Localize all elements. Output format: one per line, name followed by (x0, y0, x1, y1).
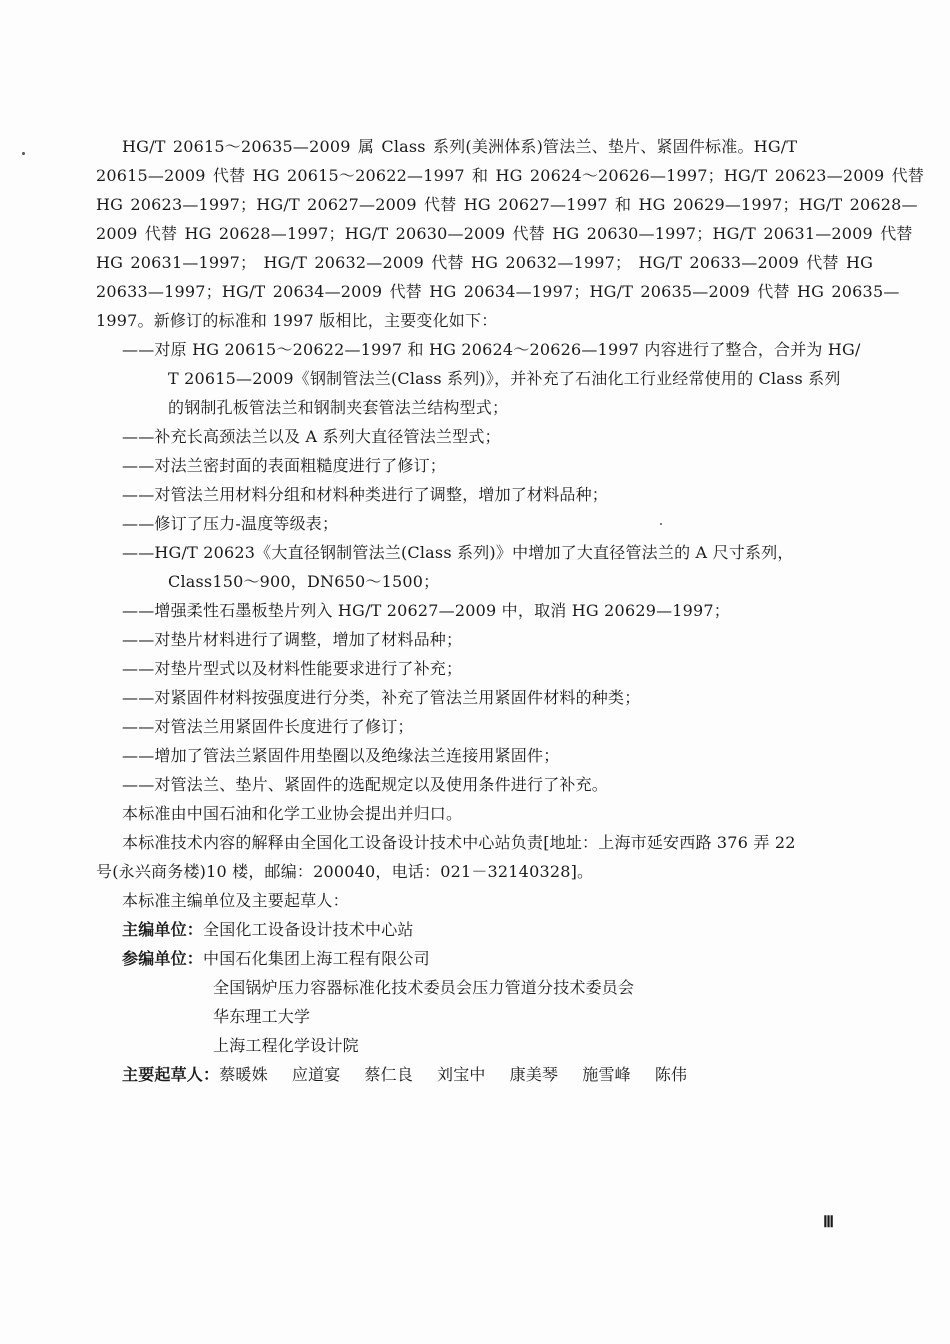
participating-unit-name: 华东理工大学 (213, 1007, 311, 1026)
change-item-line: ——修订了压力-温度等级表； (122, 514, 339, 533)
intro-line: HG/T 20615～20635—2009 属 Class 系列(美洲体系)管法兰、垫片、紧固件标准。HG/T (122, 137, 798, 156)
scan-speck (660, 523, 662, 525)
chief-unit-row (122, 920, 414, 940)
intro-line: 20633—1997；HG/T 20634—2009 代替 HG 20634—1997；HG/T 20635—2009 代替 HG 20635— (96, 282, 900, 301)
change-item-line: ——增强柔性石墨板垫片列入 HG/T 20627—2009 中，取消 HG 20629—1997； (122, 601, 730, 620)
chief-unit-name: 全国化工设备设计技术中心站 (203, 920, 414, 939)
intro-line: 1997。新修订的标准和 1997 版相比，主要变化如下： (96, 311, 498, 330)
drafter-name: 蔡仁良 (364, 1065, 414, 1084)
change-item-line: ——对管法兰、垫片、紧固件的选配规定以及使用条件进行了补充。 (122, 775, 609, 794)
drafter-name: 应道宴 (291, 1065, 341, 1084)
interpretation-line: 号(永兴商务楼)10 楼，邮编：200040，电话：021－32140328]。 (96, 862, 594, 881)
intro-line: HG 20623—1997；HG/T 20627—2009 代替 HG 20627—1997 和 HG 20629—1997；HG/T 20628— (96, 195, 918, 214)
drafter-name: 康美琴 (509, 1065, 559, 1084)
change-item-line: ——对紧固件材料按强度进行分类，补充了管法兰用紧固件材料的种类； (122, 688, 641, 707)
change-item-line: ——对原 HG 20615～20622—1997 和 HG 20624～20626—1997 内容进行了整合，合并为 HG/ (122, 340, 861, 359)
main-drafters-label: 主要起草人： (122, 1065, 220, 1084)
intro-line: HG 20631—1997； HG/T 20632—2009 代替 HG 20632—1997； HG/T 20633—2009 代替 HG (96, 253, 874, 272)
change-item-line: T 20615—2009《钢制管法兰(Class 系列)》，并补充了石油化工行业经常使用的 Class 系列 (168, 369, 841, 388)
participating-unit-label: 参编单位： (122, 949, 204, 968)
change-item-line: ——对管法兰用材料分组和材料种类进行了调整，增加了材料品种； (122, 485, 609, 504)
change-item-line: Class150～900，DN650～1500； (168, 572, 440, 591)
drafter-name: 施雪峰 (582, 1065, 631, 1084)
drafter-name: 陈伟 (654, 1065, 688, 1084)
change-item-line: ——对垫片材料进行了调整，增加了材料品种； (122, 630, 463, 649)
drafter-name: 刘宝中 (437, 1065, 486, 1084)
change-item-line: ——增加了管法兰紧固件用垫圈以及绝缘法兰连接用紧固件； (122, 746, 560, 765)
chief-unit-label: 主编单位： (122, 920, 204, 939)
intro-line: 2009 代替 HG 20628—1997；HG/T 20630—2009 代替 HG 20630—1997；HG/T 20631—2009 代替 (96, 224, 913, 243)
participating-unit-name: 上海工程化学设计院 (213, 1036, 359, 1055)
change-item-line: ——对管法兰用紧固件长度进行了修订； (122, 717, 414, 736)
change-item-line: ——对法兰密封面的表面粗糙度进行了修订； (122, 456, 447, 475)
participating-unit-name: 中国石化集团上海工程有限公司 (203, 949, 430, 968)
scan-speck (22, 152, 25, 155)
change-item-line: ——HG/T 20623《大直径钢制管法兰(Class 系列)》中增加了大直径管法兰的 A 尺寸系列， (122, 543, 794, 562)
participating-unit-name: 全国锅炉压力容器标准化技术委员会压力管道分技术委员会 (213, 978, 635, 997)
change-item-line: ——对垫片型式以及材料性能要求进行了补充； (122, 659, 463, 678)
change-item-line: 的钢制孔板管法兰和钢制夹套管法兰结构型式； (168, 398, 509, 417)
drafters-intro: 本标准主编单位及主要起草人： (122, 891, 349, 910)
page-number: Ⅲ (823, 1214, 835, 1231)
intro-line: 20615—2009 代替 HG 20615～20622—1997 和 HG 20624～20626—1997；HG/T 20623—2009 代替 (96, 166, 925, 185)
participating-unit-row (122, 949, 430, 969)
change-item-line: ——补充长高颈法兰以及 A 系列大直径管法兰型式； (122, 427, 501, 446)
interpretation-line: 本标准技术内容的解释由全国化工设备设计技术中心站负责[地址：上海市延安西路 376 弄 22 (122, 833, 796, 852)
drafter-name: 蔡暖姝 (219, 1065, 268, 1084)
main-drafters-row (122, 1065, 711, 1085)
proposal-text: 本标准由中国石油和化学工业协会提出并归口。 (122, 804, 463, 823)
